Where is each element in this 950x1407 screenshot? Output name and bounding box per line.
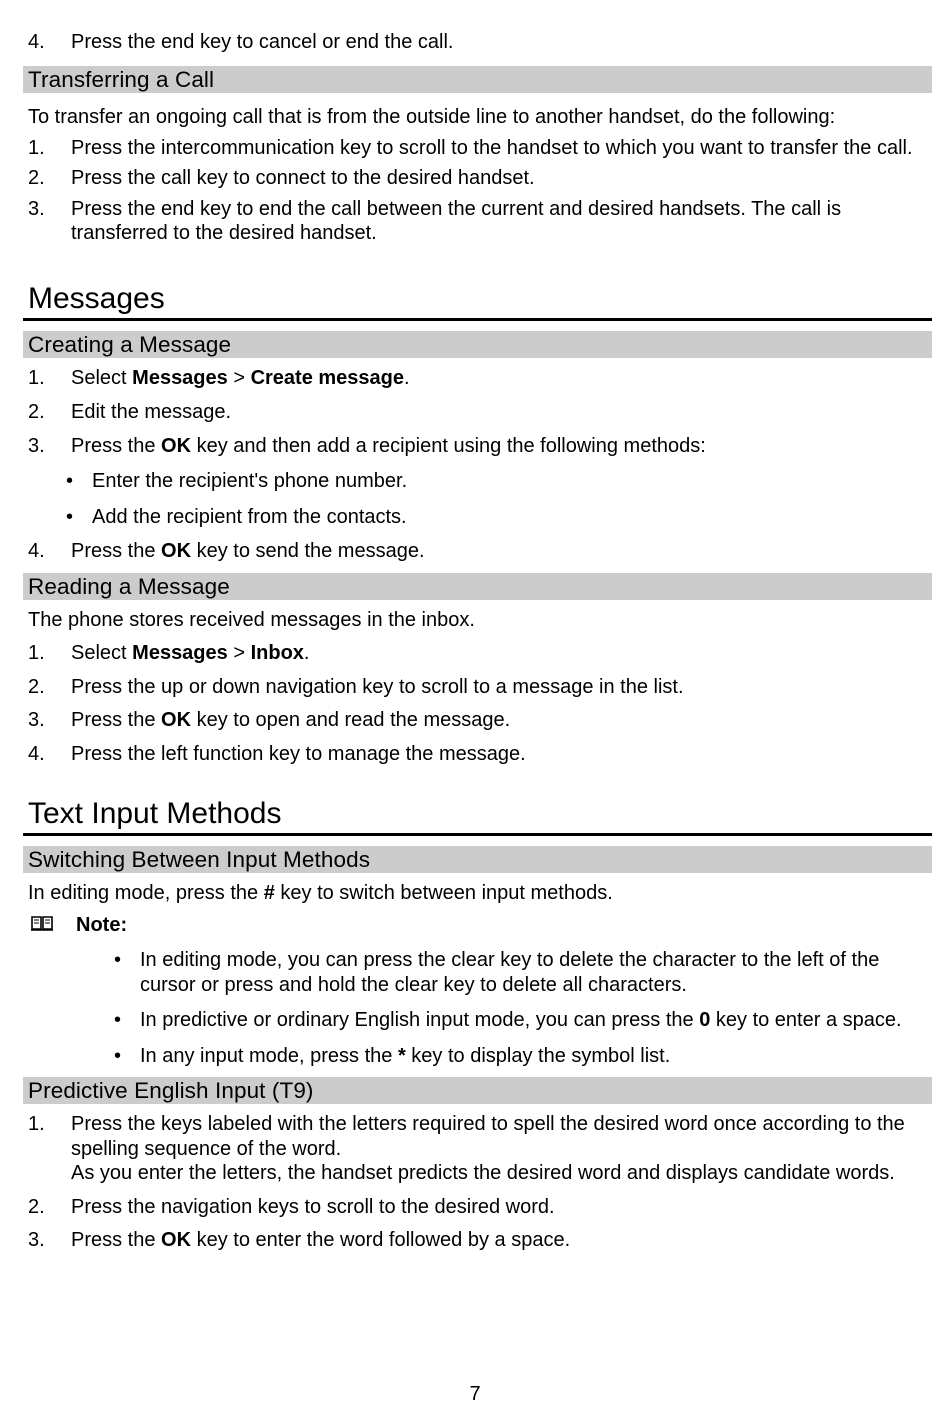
list-item: 3. Press the OK key and then add a recipient using the following methods: xyxy=(28,434,706,457)
list-item xyxy=(28,1112,926,1186)
subsection-heading-reading: Reading a Message xyxy=(23,573,932,600)
step-number: 2. xyxy=(28,167,45,189)
subsection-heading-creating: Creating a Message xyxy=(23,331,932,358)
list-item xyxy=(28,30,926,54)
step-text: Press the up or down navigation key to scroll to a message in the list. xyxy=(71,675,684,698)
book-icon xyxy=(30,913,54,940)
step-number: 3. xyxy=(28,434,45,457)
bullet-item: • In predictive or ordinary English input mode, you can press the 0 key to enter a space. xyxy=(114,1009,902,1031)
note-header xyxy=(28,913,926,938)
bullet-icon: • xyxy=(66,470,74,492)
intro-text: The phone stores received messages in the inbox. xyxy=(28,608,475,631)
step-text: Press the end key to cancel or end the call. xyxy=(71,31,454,53)
bullet-item xyxy=(28,505,926,530)
bullet-text: Add the recipient from the contacts. xyxy=(92,505,407,528)
bullet-item xyxy=(28,948,926,997)
section-title-text-input: Text Input Methods xyxy=(23,797,932,836)
step-number: 1. xyxy=(28,136,45,159)
list-item xyxy=(28,400,926,425)
step-number: 4. xyxy=(28,31,45,53)
hash-key-label: # xyxy=(263,882,275,904)
note-label: Note: xyxy=(76,913,128,936)
ok-key-label: OK xyxy=(161,709,192,731)
ok-key-label: OK xyxy=(161,434,192,457)
subsection-heading-transferring: Transferring a Call xyxy=(23,66,932,93)
step-number: 1. xyxy=(28,366,45,389)
list-item: 3. Press the OK key to open and read the message. xyxy=(28,709,511,731)
subsection-heading-t9: Predictive English Input (T9) xyxy=(23,1077,932,1104)
step-number: 1. xyxy=(28,1113,45,1135)
list-item: 3. Press the OK key to enter the word followed by a space. xyxy=(28,1229,571,1251)
list-item: 4. Press the OK key to send the message. xyxy=(28,540,425,562)
menu-path-inbox: Inbox xyxy=(250,642,304,664)
step-number: 4. xyxy=(28,540,45,562)
intro-text: In editing mode, press the # key to switch between input methods. xyxy=(28,882,613,904)
step-number: 4. xyxy=(28,742,45,765)
step-text-continued: As you enter the letters, the handset predicts the desired word and displays candidate words. xyxy=(71,1162,895,1184)
intro-text: To transfer an ongoing call that is from the outside line to another handset, do the following: xyxy=(28,106,836,128)
bullet-icon: • xyxy=(114,1044,122,1067)
list-item: 1. Select Messages > Create message. xyxy=(28,366,410,389)
zero-key-label: 0 xyxy=(699,1009,711,1031)
step-text: Press the navigation keys to scroll to the desired word. xyxy=(71,1195,555,1218)
list-item xyxy=(28,166,926,191)
step-text: Edit the message. xyxy=(71,401,232,423)
ok-key-label: OK xyxy=(161,540,192,562)
ok-key-label: OK xyxy=(161,1229,192,1251)
menu-path-messages: Messages xyxy=(132,366,228,389)
note-list xyxy=(28,948,926,1068)
document-page xyxy=(28,30,926,1253)
subsection-heading-switching: Switching Between Input Methods xyxy=(23,846,932,873)
step-text: Press the intercommunication key to scroll to the handset to which you want to transfer the call. xyxy=(71,136,913,159)
menu-path-messages: Messages xyxy=(132,642,228,664)
step-text: Press the keys labeled with the letters required to spell the desired word once according to the spelling sequence of the word. xyxy=(71,1113,905,1160)
star-key-label: * xyxy=(397,1044,406,1067)
step-number: 3. xyxy=(28,1229,45,1251)
list-item xyxy=(28,136,926,161)
bullet-text: In editing mode, you can press the clear key to delete the character to the left of the cursor or press and hold the clear key to delete all characters. xyxy=(140,949,880,996)
step-number: 2. xyxy=(28,1195,45,1218)
step-text: Press the end key to end the call between the current and desired handsets. The call is transferred to the desired handset. xyxy=(71,197,842,244)
step-number: 3. xyxy=(28,709,45,731)
step-text: Press the left function key to manage the message. xyxy=(71,742,526,765)
bullet-icon: • xyxy=(114,949,122,971)
bullet-item: • In any input mode, press the * key to display the symbol list. xyxy=(114,1044,671,1067)
bullet-icon: • xyxy=(66,505,74,528)
menu-path-create-message: Create message xyxy=(250,366,405,389)
list-item xyxy=(28,197,926,246)
list-item xyxy=(28,742,926,767)
step-number: 2. xyxy=(28,401,45,423)
step-text: Press the call key to connect to the desired handset. xyxy=(71,167,535,189)
list-item xyxy=(28,1195,926,1220)
step-number: 2. xyxy=(28,675,45,698)
book-icon-graphic xyxy=(30,913,54,933)
bullet-icon: • xyxy=(114,1009,122,1031)
list-item xyxy=(28,675,926,700)
section-title-messages: Messages xyxy=(23,282,932,321)
page-number: 7 xyxy=(469,1383,481,1405)
step-number: 3. xyxy=(28,197,45,220)
step-number: 1. xyxy=(28,642,45,664)
list-item: 1. Select Messages > Inbox. xyxy=(28,642,310,664)
bullet-text: Enter the recipient's phone number. xyxy=(92,470,408,492)
bullet-item xyxy=(28,469,926,494)
